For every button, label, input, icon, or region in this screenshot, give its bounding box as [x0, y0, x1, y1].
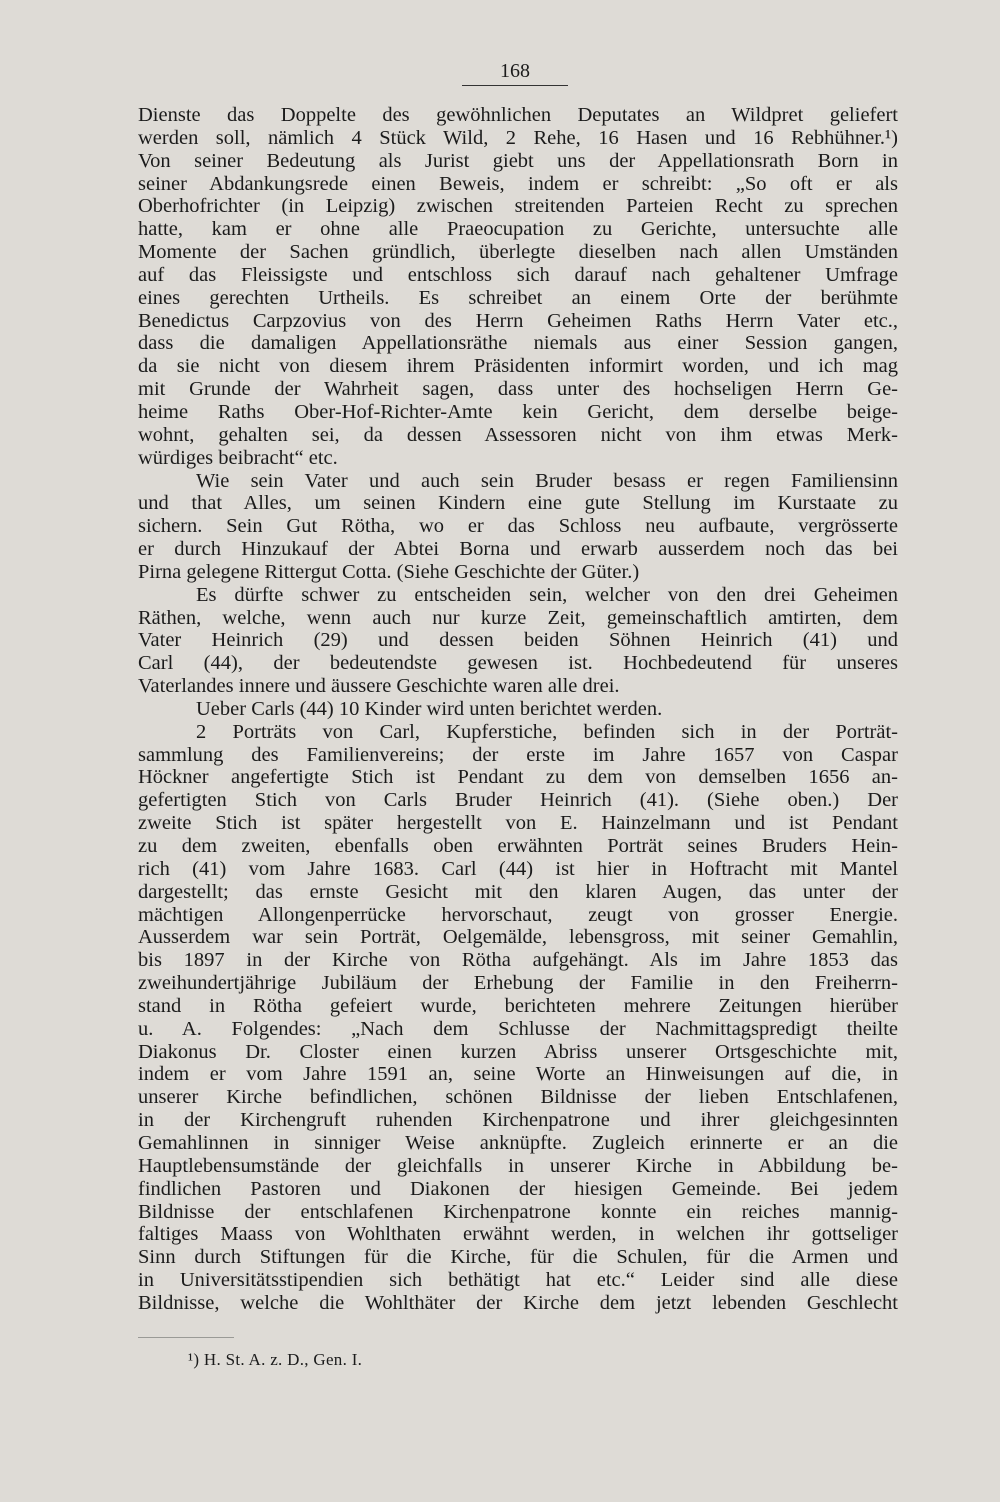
text-line: Carl (44), der bedeutendste gewesen ist. Hochbedeutend für unseres	[138, 652, 898, 675]
body-text	[138, 104, 898, 1315]
text-line: Gemahlinnen in sinniger Weise anknüpfte. Zugleich erinnerte er an die	[138, 1131, 898, 1154]
text-line: Ausserdem war sein Porträt, Oelgemälde, lebensgross, mit seiner Gemahlin,	[138, 926, 898, 949]
text-line: mit Grunde der Wahrheit sagen, dass unter des hochseligen Herrn Ge-	[138, 378, 898, 401]
text-line: würdiges beibracht“ etc.	[138, 446, 338, 469]
text-line: heime Raths Ober-Hof-Richter-Amte kein Gericht, dem derselbe beige-	[138, 400, 898, 423]
text-line: Bildnisse der entschlafenen Kirchenpatrone konnte ein reiches mannig-	[138, 1200, 898, 1223]
text-line: 2 Porträts von Carl, Kupferstiche, befinden sich in der Porträt-	[196, 720, 898, 743]
text-line: sammlung des Familienvereins; der erste im Jahre 1657 von Caspar	[138, 743, 898, 766]
text-line: findlichen Pastoren und Diakonen der hiesigen Gemeinde. Bei jedem	[138, 1177, 898, 1200]
text-line: und that Alles, um seinen Kindern eine gute Stellung im Kurstaate zu	[138, 492, 898, 515]
text-line: dargestellt; das ernste Gesicht mit den klaren Augen, das unter der	[138, 880, 898, 903]
text-line: Benedictus Carpzovius von des Herrn Geheimen Raths Herrn Vater etc.,	[138, 309, 898, 332]
text-line: faltiges Maass von Wohlthaten erwähnt werden, in welchen ihr gottseliger	[138, 1223, 898, 1246]
text-line: Oberhofrichter (in Leipzig) zwischen streitenden Parteien Recht zu sprechen	[138, 195, 898, 218]
text-line: unserer Kirche befindlichen, schönen Bildnisse der lieben Entschlafenen,	[138, 1086, 898, 1109]
text-line: in der Kirchengruft ruhenden Kirchenpatrone und ihrer gleichgesinnten	[138, 1109, 898, 1132]
text-line: Höckner angefertigte Stich ist Pendant zu dem von demselben 1656 an-	[138, 766, 898, 789]
text-line: auf das Fleissigste und entschloss sich darauf nach gehaltener Umfrage	[138, 263, 898, 286]
text-line: eines gerechten Urtheils. Es schreibet an einem Orte der berühmte	[138, 286, 898, 309]
page-number-display: 168	[462, 60, 568, 86]
text-line: Diakonus Dr. Closter einen kurzen Abriss unserer Ortsgeschichte mit,	[138, 1040, 898, 1063]
text-line: Momente der Sachen gründlich, überlegte dieselben nach allen Umständen	[138, 241, 898, 264]
text-line: mächtigen Allongenperrücke hervorschaut, zeugt von grosser Energie.	[138, 903, 898, 926]
text-line: sichern. Sein Gut Rötha, wo er das Schloss neu aufbaute, vergrösserte	[138, 515, 898, 538]
text-line: zweite Stich ist später hergestellt von E. Hainzelmann und ist Pendant	[138, 812, 898, 835]
text-line: u. A. Folgendes: „Nach dem Schlusse der Nachmittagspredigt theilte	[138, 1017, 898, 1040]
text-line: Sinn durch Stiftungen für die Kirche, für die Schulen, für die Armen und	[138, 1246, 898, 1269]
text-line: Ueber Carls (44) 10 Kinder wird unten berichtet werden.	[196, 697, 663, 720]
text-line: da sie nicht von diesem ihrem Präsidenten informirt worden, und ich mag	[138, 355, 898, 378]
text-line: hatte, kam er ohne alle Praeocupation zu Gerichte, untersuchte alle	[138, 218, 898, 241]
text-line: wohnt, gehalten sei, da dessen Assessoren nicht von ihm etwas Merk-	[138, 423, 898, 446]
text-line: Von seiner Bedeutung als Jurist giebt uns der Appellationsrath Born in	[138, 149, 898, 172]
text-line: Hauptlebensumstände der gleichfalls in unserer Kirche in Abbildung be-	[138, 1154, 898, 1177]
text-line: Wie sein Vater und auch sein Bruder besass er regen Familiensinn	[196, 469, 898, 492]
text-line: seiner Abdankungsrede einen Beweis, indem er schreibt: „So oft er als	[138, 172, 898, 195]
text-line: zu dem zweiten, ebenfalls oben erwähnten Porträt seines Bruders Hein-	[138, 835, 898, 857]
footnote: ¹) H. St. A. z. D., Gen. I.	[188, 1350, 363, 1369]
text-line: indem er vom Jahre 1591 an, seine Worte an Hinweisungen auf die, in	[138, 1063, 898, 1086]
text-line: stand in Rötha gefeiert wurde, berichteten mehrere Zeitungen hierüber	[138, 994, 898, 1017]
text-line: zweihundertjährige Jubiläum der Erhebung der Familie in den Freiherrn-	[138, 972, 898, 995]
text-line: werden soll, nämlich 4 Stück Wild, 2 Rehe, 16 Hasen und 16 Rebhühner.¹)	[138, 126, 898, 149]
text-line: Es dürfte schwer zu entscheiden sein, welcher von den drei Geheimen	[196, 583, 898, 606]
text-line: Dienste das Doppelte des gewöhnlichen Deputates an Wildpret geliefert	[138, 104, 898, 126]
text-line: Räthen, welche, wenn auch nur kurze Zeit, gemeinschaftlich amtirten, dem	[138, 606, 898, 629]
text-line: in Universitätsstipendien sich bethätigt hat etc.“ Leider sind alle diese	[138, 1269, 898, 1292]
text-line: gefertigten Stich von Carls Bruder Heinrich (41). (Siehe oben.) Der	[138, 789, 898, 812]
text-line: Vater Heinrich (29) und dessen beiden Söhnen Heinrich (41) und	[138, 629, 898, 652]
text-line: Pirna gelegene Rittergut Cotta. (Siehe Geschichte der Güter.)	[138, 560, 640, 583]
text-line: Bildnisse, welche die Wohlthäter der Kirche dem jetzt lebenden Geschlecht	[138, 1291, 898, 1314]
footnote-divider	[138, 1337, 234, 1338]
text-line: rich (41) vom Jahre 1683. Carl (44) ist hier in Hoftracht mit Mantel	[138, 857, 898, 880]
text-line: Vaterlandes innere und äussere Geschichte waren alle drei.	[138, 675, 620, 698]
text-line: bis 1897 in der Kirche von Rötha aufgehängt. Als im Jahre 1853 das	[138, 949, 898, 972]
text-line: er durch Hinzukauf der Abtei Borna und erwarb ausserdem noch das bei	[138, 538, 898, 561]
text-line: dass die damaligen Appellationsräthe niemals aus einer Session gangen,	[138, 332, 898, 355]
